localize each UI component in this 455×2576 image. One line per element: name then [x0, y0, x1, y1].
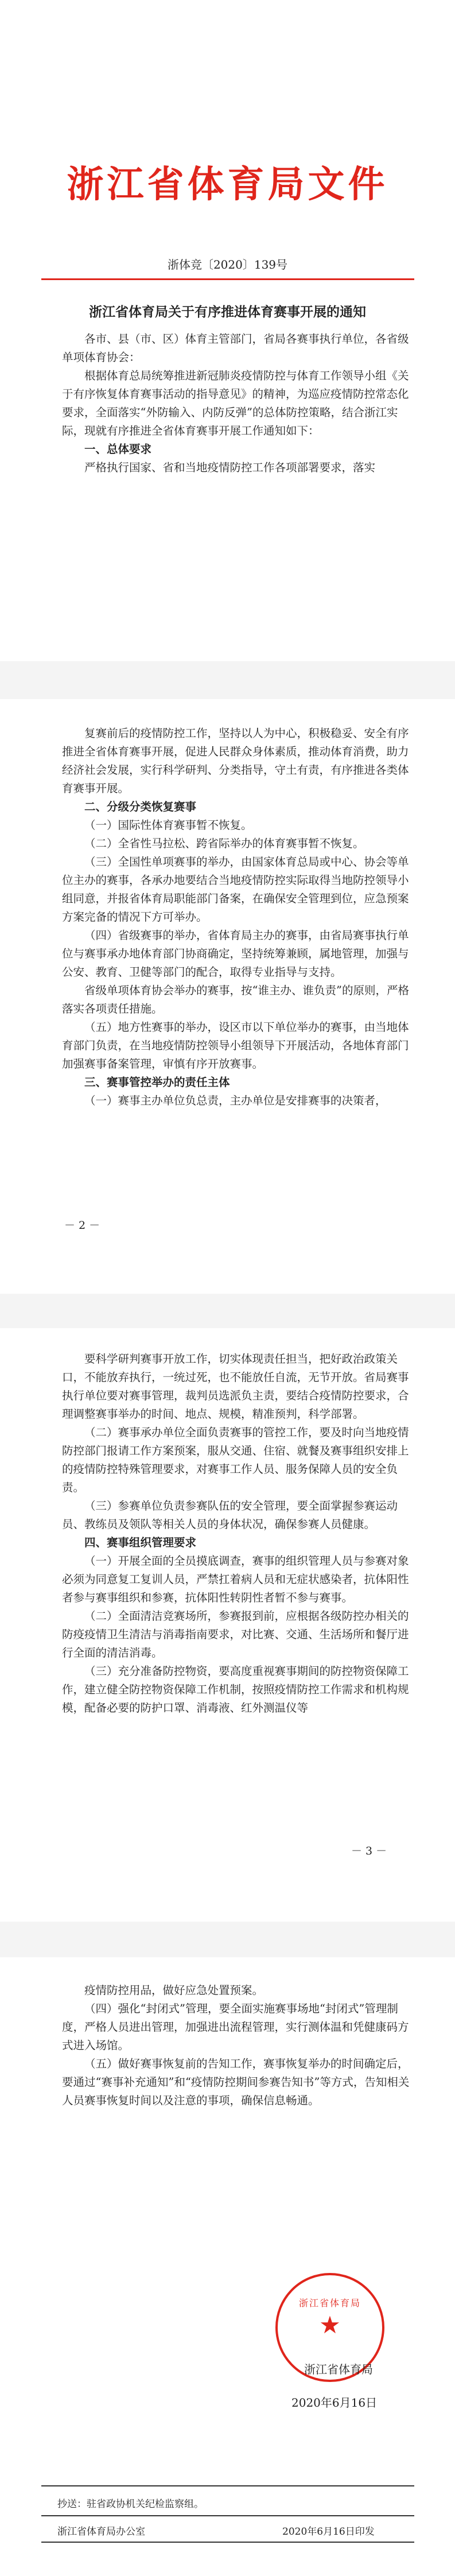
body-page-3 — [62, 1350, 412, 1717]
notice-title: 浙江省体育局关于有序推进体育赛事开展的通知 — [89, 304, 366, 320]
paragraph: 要科学研判赛事开放工作，切实体现责任担当，把好政治政策关口，不能放弃执行，一统过死，也不能放任自流，无节开放。省局赛事执行单位要对赛事管理，裁判员选派负主责，要结合疫情防控要求，合理调整赛事举办的时间、地点、规模，精准预判，科学部署。 — [62, 1352, 409, 1421]
paragraph: （一）赛事主办单位负总责，主办单位是安排赛事的决策者， — [84, 1094, 387, 1107]
cc-line: 抄送：驻省政协机关纪检监察组。 — [57, 2499, 204, 2510]
footer-rule-middle — [41, 2515, 414, 2516]
paragraph: 严格执行国家、省和当地疫情防控工作各项部署要求，落实 — [84, 461, 376, 474]
issue-date: 2020年6月16日 — [291, 2396, 378, 2410]
section-heading: 三、赛事管控举办的责任主体 — [84, 1076, 230, 1089]
seal-star-icon: ★ — [319, 2311, 341, 2339]
paragraph: （四）省级赛事的举办，省体育局主办的赛事，由省局赛事执行单位与赛事承办地体育部门协商确定，坚持统筹兼顾，属地管理，加强与公安、教育、卫健等部门的配合，取得专业指导与支持。 — [62, 929, 409, 979]
paragraph: （三）全国性单项赛事的举办，由国家体育总局或中心、协会等单位主办的赛事，各承办地要结合当地疫情防控实际取得当地防控领导小组同意，并报省体育局职能部门备案，在确保安全管理到位，应急预案方案完备的情况下方可举办。 — [62, 855, 409, 924]
paragraph: （一）开展全面的全员摸底调查，赛事的组织管理人员与参赛对象必须为同意复工复训人员，严禁扛着病人员和无症状感染者，抗体阳性者参与赛事组织和参赛，抗体阳性转阴性者暂不参与赛事。 — [62, 1554, 409, 1604]
document-number: 浙体竞〔2020〕139号 — [167, 258, 288, 271]
page-gap — [0, 1922, 455, 1957]
seal-text: 浙江省体育局 — [298, 2298, 361, 2309]
print-date: 2020年6月16日印发 — [282, 2526, 375, 2538]
paragraph: （五）做好赛事恢复前的告知工作，赛事恢复举办的时间确定后，要通过“赛事补充通知”和“疫情防控期间参赛告知书”等方式，告知相关人员赛事恢复时间以及注意的事项，确保信息畅通。 — [62, 2057, 410, 2107]
paragraph: （二）全省性马拉松、跨省际举办的体育赛事暂不恢复。 — [84, 837, 364, 850]
section-heading: 四、赛事组织管理要求 — [84, 1536, 197, 1549]
paragraph: （五）地方性赛事的举办，设区市以下单位举办的赛事，由当地体育部门负责，在当地疫情防控领导小组领导下开展活动，各地体育部门加强赛事备案管理，审慎有序开放赛事。 — [62, 1021, 409, 1070]
footer-rule-bottom — [41, 2542, 414, 2543]
paragraph: （一）国际性体育赛事暂不恢复。 — [84, 818, 252, 832]
body-page-4 — [62, 1981, 412, 2110]
paragraph: 省级单项体育协会举办的赛事，按“谁主办、谁负责”的原则，严格落实各项责任措施。 — [62, 984, 409, 1015]
paragraph: （四）强化“封闭式”管理，要全面实施赛事场地“封闭式”管理制度，严格人员进出管理，加强进出流程管理，实行测体温和凭健康码方式进入场馆。 — [62, 2002, 409, 2052]
section-heading: 二、分级分类恢复赛事 — [84, 800, 197, 813]
body-page-2 — [62, 724, 412, 1110]
page-gap — [0, 1294, 455, 1328]
section-heading: 一、总体要求 — [84, 443, 152, 456]
paragraph: 各市、县（市、区）体育主管部门，省局各赛事执行单位，各省级单项体育协会： — [62, 332, 409, 364]
agency-title: 浙江省体育局文件 — [67, 163, 388, 206]
issuing-office: 浙江省体育局办公室 — [57, 2526, 145, 2538]
red-divider — [41, 278, 414, 280]
paragraph: （二）全面清洁竞赛场所，参赛报到前，应根据各级防控办相关的防疫疫情卫生清洁与消毒指南要求，对比赛、交通、生活场所和餐厅进行全面的清洁消毒。 — [62, 1609, 409, 1659]
paragraph: 疫情防控用品，做好应急处置预案。 — [84, 1984, 264, 1997]
paragraph: 复赛前后的疫情防控工作，坚持以人为中心，积极稳妥、安全有序推进全省体育赛事开展，促进人民群众身体素质，推动体育消费，助力经济社会发展，实行科学研判、分类指导，守土有责，有序推进各类体育赛事开展。 — [62, 727, 409, 795]
issuer-name: 浙江省体育局 — [304, 2362, 373, 2376]
page-gap — [0, 661, 455, 699]
footer-rule-top — [41, 2485, 414, 2486]
body-page-1 — [62, 330, 412, 477]
page-number-2: － 2 － — [64, 1219, 100, 1232]
paragraph: （三）参赛单位负责参赛队伍的安全管理，要全面掌握参赛运动员、教练员及领队等相关人员的身体状况，确保参赛人员健康。 — [62, 1499, 398, 1531]
paragraph: 根据体育总局统筹推进新冠肺炎疫情防控与体育工作领导小组《关于有序恢复体育赛事活动的指导意见》的精神，为巡应疫情防控常态化要求，全面落实“外防输入、内防反弹”的总体防控策略，结合浙江实际，现就有序推进全省体育赛事开展工作通知如下： — [62, 369, 409, 437]
paragraph: （三）充分准备防控物资，要高度重视赛事期间的防控物资保障工作，建立健全防控物资保障工作机制，按照疫情防控工作需求和机构规模，配备必要的防护口罩、消毒液、红外测温仪等 — [62, 1665, 409, 1714]
paragraph: （二）赛事承办单位全面负责赛事的管控工作，要及时向当地疫情防控部门报请工作方案预案，服从交通、住宿、就餐及赛事组织安排上的疫情防控特殊管理要求，对赛事工作人员、服务保障人员的安全负责。 — [62, 1426, 409, 1494]
page-number-3: － 3 － — [351, 1845, 387, 1857]
